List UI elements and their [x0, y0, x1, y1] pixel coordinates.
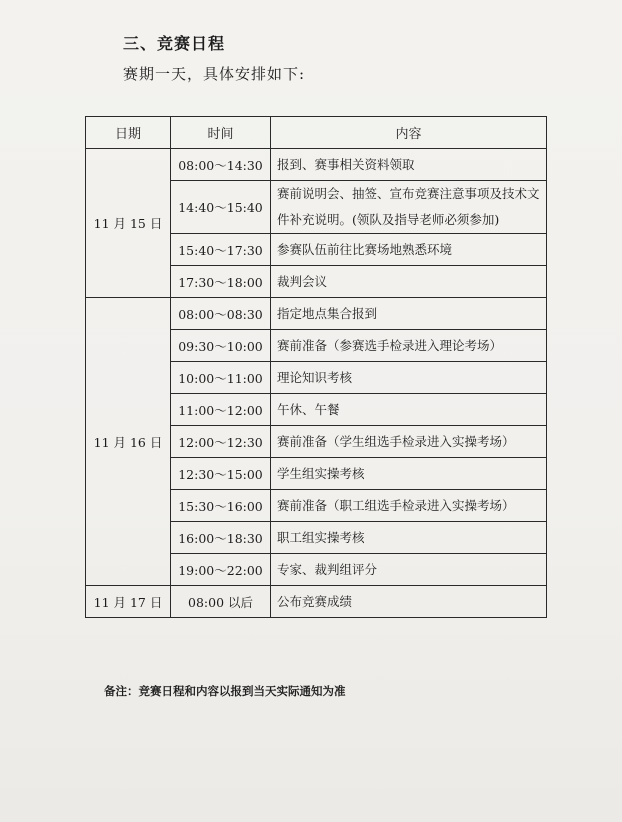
content-cell: 赛前说明会、抽签、宣布竞赛注意事项及技术文件补充说明。(领队及指导老师必须参加) — [271, 181, 547, 234]
content-cell: 参赛队伍前往比赛场地熟悉环境 — [271, 234, 547, 266]
time-cell: 19:00～22:00 — [171, 554, 271, 586]
table-row — [86, 586, 547, 618]
content-cell: 指定地点集合报到 — [271, 298, 547, 330]
header-time: 时间 — [171, 117, 271, 149]
table-header-row — [86, 117, 547, 149]
content-cell: 理论知识考核 — [271, 362, 547, 394]
date-cell: 11 月 16 日 — [86, 298, 171, 586]
time-cell: 12:30～15:00 — [171, 458, 271, 490]
header-date: 日期 — [86, 117, 171, 149]
date-cell: 11 月 15 日 — [86, 149, 171, 298]
content-cell: 赛前准备（参赛选手检录进入理论考场） — [271, 330, 547, 362]
time-cell: 15:30～16:00 — [171, 490, 271, 522]
time-cell: 11:00～12:00 — [171, 394, 271, 426]
time-cell: 16:00～18:30 — [171, 522, 271, 554]
header-content: 内容 — [271, 117, 547, 149]
content-cell: 报到、赛事相关资料领取 — [271, 149, 547, 181]
time-cell: 09:30～10:00 — [171, 330, 271, 362]
time-cell: 08:00 以后 — [171, 586, 271, 618]
content-cell: 职工组实操考核 — [271, 522, 547, 554]
content-cell: 裁判会议 — [271, 266, 547, 298]
schedule-table — [85, 116, 547, 618]
time-cell: 15:40～17:30 — [171, 234, 271, 266]
date-cell: 11 月 17 日 — [86, 586, 171, 618]
table-row — [86, 149, 547, 181]
time-cell: 08:00～08:30 — [171, 298, 271, 330]
table-row — [86, 298, 547, 330]
time-cell: 10:00～11:00 — [171, 362, 271, 394]
content-cell: 学生组实操考核 — [271, 458, 547, 490]
content-cell: 公布竞赛成绩 — [271, 586, 547, 618]
time-cell: 08:00～14:30 — [171, 149, 271, 181]
content-cell: 赛前准备（职工组选手检录进入实操考场） — [271, 490, 547, 522]
intro-text: 赛期一天，具体安排如下: — [123, 65, 306, 83]
time-cell: 12:00～12:30 — [171, 426, 271, 458]
time-cell: 17:30～18:00 — [171, 266, 271, 298]
content-cell: 赛前准备（学生组选手检录进入实操考场） — [271, 426, 547, 458]
content-cell: 专家、裁判组评分 — [271, 554, 547, 586]
schedule-body — [86, 149, 547, 618]
time-cell: 14:40～15:40 — [171, 181, 271, 234]
content-cell: 午休、午餐 — [271, 394, 547, 426]
section-title: 三、竞赛日程 — [123, 34, 226, 53]
footnote: 备注：竞赛日程和内容以报到当天实际通知为准 — [104, 684, 346, 698]
